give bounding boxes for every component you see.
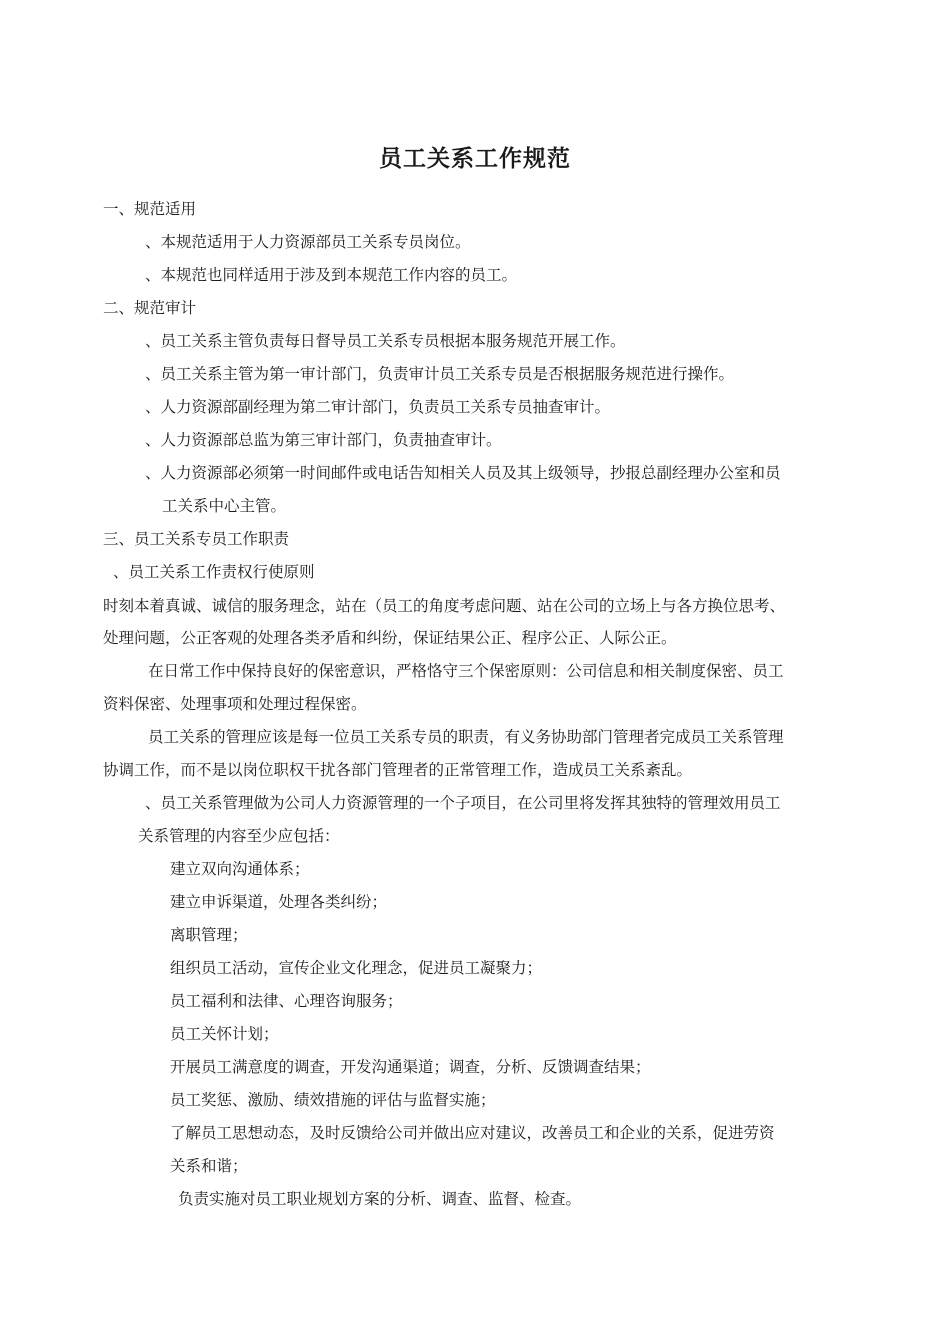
list-item: 员工福利和法律、心理咨询服务； [170, 992, 403, 1010]
list-item: 、人力资源部总监为第三审计部门，负责抽查审计。 [145, 431, 502, 449]
list-item: 建立申诉渠道，处理各类纠纷； [170, 893, 388, 911]
section-heading-2: 二、规范审计 [103, 299, 197, 317]
paragraph-line: 时刻本着真诚、诚信的服务理念，站在（员工的角度考虑问题、站在公司的立场上与各方换位思考、 [103, 597, 786, 615]
list-item: 员工关怀计划； [170, 1025, 279, 1043]
paragraph-line: 资料保密、处理事项和处理过程保密。 [103, 695, 367, 713]
section-heading-3: 三、员工关系专员工作职责 [103, 530, 290, 548]
list-item-continuation: 关系管理的内容至少应包括： [138, 827, 340, 845]
list-item: 开展员工满意度的调查，开发沟通渠道；调查，分析、反馈调查结果； [170, 1058, 651, 1076]
list-item: 了解员工思想动态，及时反馈给公司并做出应对建议，改善员工和企业的关系，促进劳资 [170, 1124, 775, 1142]
list-item-continuation: 关系和谐； [170, 1157, 248, 1175]
list-item: 、人力资源部必须第一时间邮件或电话告知相关人员及其上级领导，抄报总副经理办公室和员 [145, 464, 781, 482]
list-item: 、员工关系主管负责每日督导员工关系专员根据本服务规范开展工作。 [145, 332, 626, 350]
document-title: 员工关系工作规范 [379, 145, 571, 172]
list-item: 离职管理； [170, 926, 248, 944]
list-item-continuation: 工关系中心主管。 [162, 497, 287, 515]
list-item: 组织员工活动，宣传企业文化理念，促进员工凝聚力； [170, 959, 543, 977]
list-item: 、员工关系主管为第一审计部门，负责审计员工关系专员是否根据服务规范进行操作。 [145, 365, 735, 383]
paragraph-line: 员工关系的管理应该是每一位员工关系专员的职责，有义务协助部门管理者完成员工关系管理 [148, 728, 784, 746]
list-item: 负责实施对员工职业规划方案的分析、调查、监督、检查。 [178, 1190, 582, 1208]
list-item: 、本规范适用于人力资源部员工关系专员岗位。 [145, 233, 471, 251]
list-item: 、本规范也同样适用于涉及到本规范工作内容的员工。 [145, 266, 518, 284]
list-item: 建立双向沟通体系； [170, 860, 310, 878]
list-item: 员工奖惩、激励、绩效措施的评估与监督实施； [170, 1091, 496, 1109]
paragraph-line: 协调工作，而不是以岗位职权干扰各部门管理者的正常管理工作，造成员工关系紊乱。 [103, 761, 693, 779]
list-item: 、员工关系管理做为公司人力资源管理的一个子项目，在公司里将发挥其独特的管理效用员工 [145, 794, 781, 812]
paragraph-line: 在日常工作中保持良好的保密意识，严格恪守三个保密原则：公司信息和相关制度保密、员工 [148, 662, 784, 680]
subsection-heading: 、员工关系工作责权行使原则 [113, 563, 315, 581]
paragraph-line: 处理问题，公正客观的处理各类矛盾和纠纷，保证结果公正、程序公正、人际公正。 [103, 629, 677, 647]
list-item: 、人力资源部副经理为第二审计部门，负责员工关系专员抽查审计。 [145, 398, 611, 416]
section-heading-1: 一、规范适用 [103, 200, 197, 218]
